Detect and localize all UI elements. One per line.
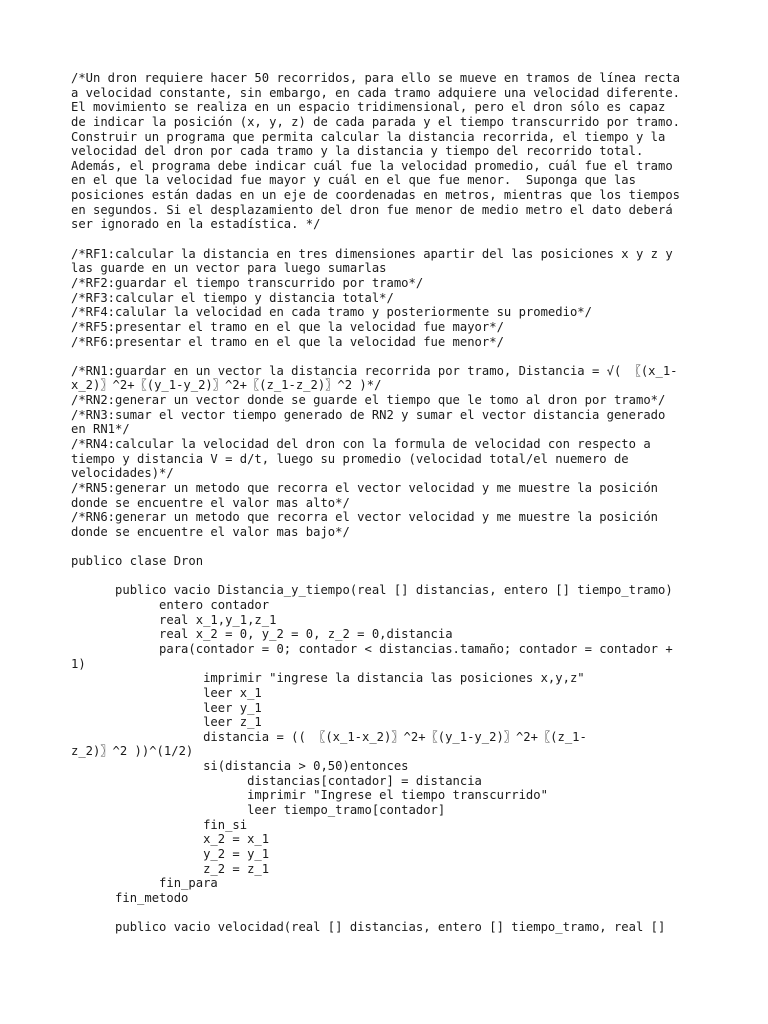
code-line: z_2)〗^2 ))^(1/2) xyxy=(71,744,194,759)
text-line: en segundos. Si el desplazamiento del dron fue menor de medio metro el dato deberá xyxy=(71,202,673,217)
requirement-line: las guarde en un vector para luego sumarlas xyxy=(71,261,387,276)
code-line: leer tiempo_tramo[contador] xyxy=(71,803,446,818)
method-signature-line: publico vacio velocidad(real [] distancias, entero [] tiempo_tramo, real [] xyxy=(71,920,666,935)
code-line: leer y_1 xyxy=(71,700,262,715)
code-line: z_2 = z_1 xyxy=(71,861,270,876)
class-declaration: publico clase Dron xyxy=(71,554,204,569)
rule-line: /*RN6:generar un metodo que recorra el vector velocidad y me muestre la posición xyxy=(71,510,658,525)
code-line: leer x_1 xyxy=(71,685,262,700)
text-line: /*Un dron requiere hacer 50 recorridos, para ello se mueve en tramos de línea recta xyxy=(71,71,681,85)
blank-line xyxy=(71,540,701,555)
requirement-line: /*RF3:calcular el tiempo y distancia total*/ xyxy=(71,290,394,305)
requirement-line: /*RF4:calular la velocidad en cada tramo y posteriormente su promedio*/ xyxy=(71,305,592,320)
rule-line: x_2)〗^2+〖(y_1-y_2)〗^2+〖(z_1-z_2)〗^2 )*/ xyxy=(71,378,382,393)
text-line: a velocidad constante, sin embargo, en cada tramo adquiere una velocidad diferente. xyxy=(71,85,681,100)
code-line: distancia = (( 〖(x_1-x_2)〗^2+〖(y_1-y_2)〗^2+〖(z_1- xyxy=(71,729,587,744)
rule-line: en RN1*/ xyxy=(71,422,130,437)
requirement-line: /*RF6:presentar el tramo en el que la velocidad fue menor*/ xyxy=(71,334,504,349)
rule-line: /*RN3:sumar el vector tiempo generado de RN2 y sumar el vector distancia generado xyxy=(71,407,666,422)
blank-line xyxy=(71,906,701,921)
requirement-line: /*RF5:presentar el tramo en el que la velocidad fue mayor*/ xyxy=(71,319,504,334)
text-line: de indicar la posición (x, y, z) de cada parada y el tiempo transcurrido por tramo. xyxy=(71,114,681,129)
code-line: real x_2 = 0, y_2 = 0, z_2 = 0,distancia xyxy=(71,627,453,642)
code-line: para(contador = 0; contador < distancias.tamaño; contador = contador + xyxy=(71,641,673,656)
code-line: fin_si xyxy=(71,817,248,832)
code-line: fin_para xyxy=(71,876,218,891)
code-line: imprimir "ingrese la distancia las posiciones x,y,z" xyxy=(71,671,585,686)
rule-line: donde se encuentre el valor mas bajo*/ xyxy=(71,524,350,539)
code-line: real x_1,y_1,z_1 xyxy=(71,612,277,627)
rule-line: /*RN2:generar un vector donde se guarde el tiempo que le tomo al dron por tramo*/ xyxy=(71,393,666,408)
code-line: fin_metodo xyxy=(71,890,189,905)
business-rules xyxy=(71,364,701,540)
blank-line xyxy=(71,349,701,364)
rule-line: /*RN1:guardar en un vector la distancia recorrida por tramo, Distancia = √( 〖(x_1- xyxy=(71,363,678,378)
text-line: posiciones están dadas en un eje de coordenadas en metros, mientras que los tiempos xyxy=(71,188,681,203)
code-line: leer z_1 xyxy=(71,715,262,730)
code-line: y_2 = y_1 xyxy=(71,846,270,861)
code-line: distancias[contador] = distancia xyxy=(71,773,482,788)
blank-line xyxy=(71,569,701,584)
document-page xyxy=(71,71,701,935)
text-line: ser ignorado en la estadística. */ xyxy=(71,217,321,232)
code-line: x_2 = x_1 xyxy=(71,832,270,847)
text-line: Además, el programa debe indicar cuál fue la velocidad promedio, cuál fue el tramo xyxy=(71,158,673,173)
text-line: velocidad del dron por cada tramo y la distancia y tiempo del recorrido total. xyxy=(71,144,644,159)
code-line: publico vacio Distancia_y_tiempo(real [] distancias, entero [] tiempo_tramo) xyxy=(71,583,673,598)
rule-line: donde se encuentre el valor mas alto*/ xyxy=(71,495,350,510)
text-line: Construir un programa que permita calcular la distancia recorrida, el tiempo y la xyxy=(71,129,666,144)
rule-line: /*RN4:calcular la velocidad del dron con la formula de velocidad con respecto a xyxy=(71,437,651,452)
functional-requirements xyxy=(71,247,701,349)
requirement-line: /*RF1:calcular la distancia en tres dimensiones apartir del las posiciones x y z y xyxy=(71,246,673,261)
text-line: en el que la velocidad fue mayor y cuál en el que fue menor. Suponga que las xyxy=(71,173,636,188)
code-line: entero contador xyxy=(71,598,270,613)
code-line: imprimir "Ingrese el tiempo transcurrido" xyxy=(71,788,548,803)
rule-line: tiempo y distancia V = d/t, luego su promedio (velocidad total/el nuemero de xyxy=(71,451,629,466)
code-block xyxy=(71,583,701,905)
requirement-line: /*RF2:guardar el tiempo transcurrido por tramo*/ xyxy=(71,275,424,290)
blank-line xyxy=(71,232,701,247)
code-line: 1) xyxy=(71,656,86,671)
rule-line: /*RN5:generar un metodo que recorra el vector velocidad y me muestre la posición xyxy=(71,480,658,495)
code-line: si(distancia > 0,50)entonces xyxy=(71,759,409,774)
text-line: El movimiento se realiza en un espacio tridimensional, pero el dron sólo es capaz xyxy=(71,100,666,115)
intro-paragraph xyxy=(71,71,701,232)
rule-line: velocidades)*/ xyxy=(71,466,174,481)
